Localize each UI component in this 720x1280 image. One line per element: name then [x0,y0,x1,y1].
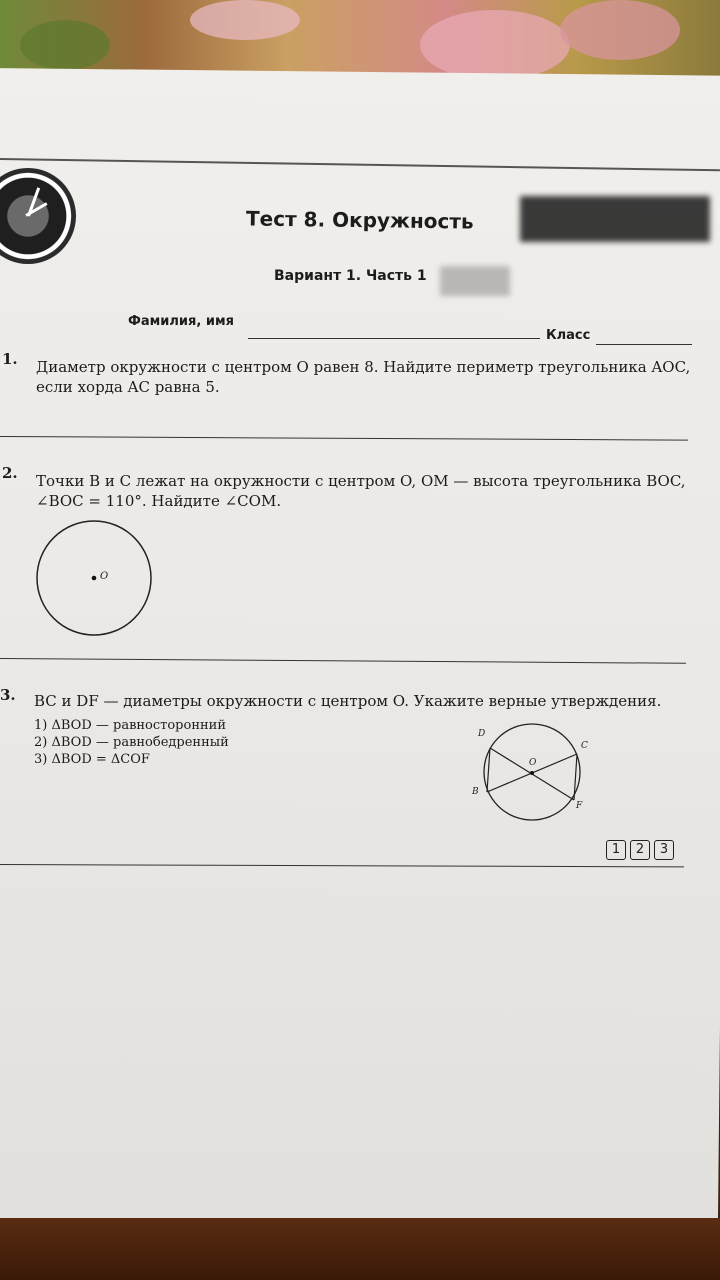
redacted-area [440,266,510,296]
option-3: 3) ΔBOD = ΔCOF [34,752,150,767]
diameters-diagram [470,722,600,828]
answer-box-1[interactable]: 1 [606,840,626,860]
point-label-f: F [576,801,583,811]
center-point [530,771,534,775]
question-text-line: Диаметр окружности с центром O равен 8. Найдите периметр треугольника AOC, [36,358,691,376]
point-label-o: O [529,758,537,768]
center-label: O [100,571,109,582]
question-text-line: BC и DF — диаметры окружности с центром O. Укажите верные утверждения. [34,692,662,710]
point-label-d: D [478,729,486,739]
point-label-c: C [581,741,588,751]
question-number: 3. [0,686,16,704]
petal-decoration [420,10,570,80]
class-field-line[interactable] [596,344,692,345]
answer-box-3[interactable]: 3 [654,840,674,860]
class-label: Класс [546,328,591,343]
point-label-b: B [472,787,479,797]
question-text-line: если хорда AC равна 5. [36,378,220,396]
name-label: Фамилия, имя [128,314,234,329]
page-title: Тест 8. Окружность [245,206,474,234]
petal-decoration [560,0,680,60]
question-number: 1. [2,350,18,368]
petal-decoration [190,0,300,40]
circle-diagram [30,520,160,644]
question-number: 2. [2,464,18,482]
variant-label: Вариант 1. Часть 1 [274,268,427,284]
center-point [92,576,97,581]
wooden-surface [0,1218,720,1280]
question-text-line: Точки B и C лежат на окружности с центром O, OM — высота треугольника BOC, [36,472,686,490]
redacted-area [520,196,710,242]
option-1: 1) ΔBOD — равносторонний [34,718,226,733]
question-text-line: ∠BOC = 110°. Найдите ∠COM. [36,492,282,510]
petal-decoration [20,20,110,70]
option-2: 2) ΔBOD — равнобедренный [34,735,229,750]
answer-box-2[interactable]: 2 [630,840,650,860]
name-field-line[interactable] [248,338,540,339]
paper-sheet [0,68,720,1236]
